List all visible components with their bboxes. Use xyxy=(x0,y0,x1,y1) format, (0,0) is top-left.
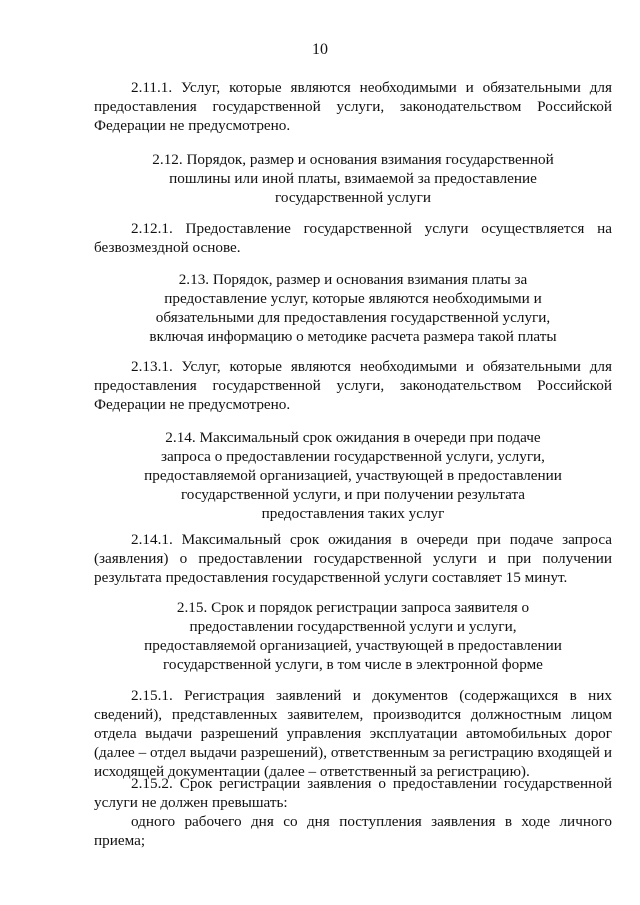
heading-2-13 xyxy=(94,270,612,346)
paragraph-2-11-1: 2.11.1. Услуг, которые являются необходимыми и обязательными для предоставления государственной услуги, законодательством Российской Федерации не предусмотрено. xyxy=(94,79,612,134)
heading-2-15 xyxy=(94,598,612,674)
page-number: 10 xyxy=(312,41,328,58)
heading-line: предоставления таких услуг xyxy=(261,505,445,522)
heading-line: государственной услуги, и при получении результата xyxy=(180,486,526,503)
heading-line: 2.15. Срок и порядок регистрации запроса заявителя о xyxy=(176,599,530,616)
heading-line: предоставлении государственной услуги и услуги, xyxy=(189,618,517,635)
heading-2-14 xyxy=(94,428,612,523)
paragraph-2-15-2: 2.15.2. Срок регистрации заявления о предоставлении государственной услуги не должен превышать: xyxy=(94,775,612,811)
heading-line: предоставляемой организацией, участвующей в предоставлении xyxy=(144,637,562,654)
heading-line: 2.14. Максимальный срок ожидания в очереди при подаче xyxy=(165,429,541,446)
heading-line: обязательными для предоставления государственной услуги, xyxy=(155,309,551,326)
heading-line: запроса о предоставлении государственной услуги, услуги, xyxy=(161,448,545,465)
paragraph-2-13-1: 2.13.1. Услуг, которые являются необходимыми и обязательными для предоставления государственной услуги, законодательством Российской Федерации не предусмотрено. xyxy=(94,358,612,413)
heading-line: государственной услуги xyxy=(275,189,431,206)
heading-line: предоставление услуг, которые являются необходимыми и xyxy=(164,290,542,307)
heading-line: 2.12. Порядок, размер и основания взимания государственной xyxy=(152,151,554,168)
heading-line: пошлины или иной платы, взимаемой за предоставление xyxy=(169,170,537,187)
heading-line: предоставляемой организацией, участвующей в предоставлении xyxy=(144,467,562,484)
heading-line: 2.13. Порядок, размер и основания взимания платы за xyxy=(178,271,528,288)
paragraph-2-15-1: 2.15.1. Регистрация заявлений и документов (содержащихся в них сведений), представленных заявителем, производится должностным лицом отдела выдачи разрешений управления эксплуатации автомобильных дорог (далее – отдел выдачи разрешений), ответственным за регистрацию входящей и исходящей документации (далее – ответственный за регистрацию). xyxy=(94,687,612,780)
heading-line: включая информацию о методике расчета размера такой платы xyxy=(149,328,557,345)
paragraph-2-12-1: 2.12.1. Предоставление государственной услуги осуществляется на безвозмездной основе. xyxy=(94,220,612,256)
heading-line: государственной услуги, в том числе в электронной форме xyxy=(163,656,543,673)
paragraph-2-14-1: 2.14.1. Максимальный срок ожидания в очереди при подаче запроса (заявления) о предоставлении государственной услуги и при получении результата предоставления государственной услуги составляет 15 минут. xyxy=(94,531,612,586)
heading-2-12 xyxy=(94,150,612,207)
paragraph-registration-term: одного рабочего дня со дня поступления заявления в ходе личного приема; xyxy=(94,813,612,849)
